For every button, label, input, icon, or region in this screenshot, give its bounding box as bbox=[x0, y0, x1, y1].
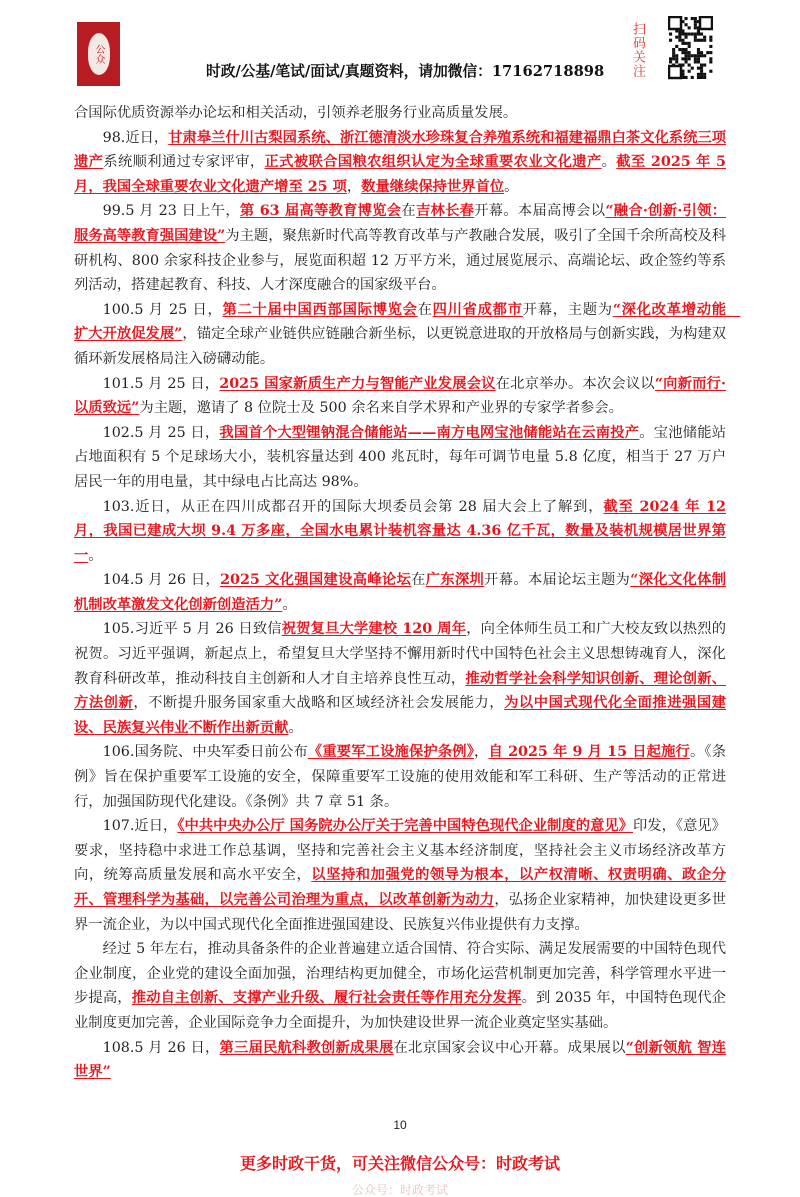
highlighted-text: “深化改革增动能 扩大开放促发展” bbox=[74, 301, 741, 343]
highlighted-text: 为以中国式现代化全面推进强国建设、民族复兴伟业不断作出新贡献 bbox=[74, 695, 727, 736]
body-text: 开幕。本届高博会以 bbox=[474, 203, 606, 220]
body-text: 开幕，主题为 bbox=[522, 301, 613, 318]
scan-label: 扫码关注 bbox=[630, 22, 645, 78]
paragraph bbox=[74, 199, 726, 297]
highlighted-text: “创新领航 智连世界” bbox=[74, 1039, 727, 1081]
body-text: 。 bbox=[282, 596, 297, 613]
body-text: 印发，《意见》要求，坚持稳中求进工作总基调，坚持和完善社会主义基本经济制度，坚持社会主义市场经济改革方向，统筹高质量发展和高水平安全， bbox=[74, 818, 726, 884]
body-text: ，不断提升服务国家重大战略和区域经济社会发展能力， bbox=[133, 695, 505, 712]
highlighted-text: 截至 2024 年 12 月，我国已建成大坝 9.4 万多座，全国水电累计装机容量达 4.36 亿千瓦，数量及装机规模居世界第一 bbox=[74, 498, 726, 564]
body-text: 。宝池储能站占地面积有 5 个足球场大小，装机容量达到 400 兆瓦时，每年可调节电量 5.8 亿度，相当于 27 万户居民一年的用电量，其中绿电占比高达 98%。 bbox=[74, 424, 726, 490]
highlighted-text: 四川省成都市 bbox=[432, 301, 523, 318]
paragraph bbox=[74, 372, 726, 421]
highlighted-text: 第二十届中国西部国际博览会 bbox=[222, 301, 418, 318]
watermark: 公众号：时政考试 bbox=[351, 1182, 448, 1197]
body-text: ，向全体师生员工和广大校友致以热烈的祝贺。习近平强调，新起点上，希望复旦大学坚持不懈用新时代中国特色社会主义思想铸魂育人，深化教育科研改革，推动科技自主创新和人才自主培养良性互动， bbox=[74, 621, 726, 687]
highlighted-text: “融合·创新·引领：服务高等教育强国建设” bbox=[74, 203, 726, 244]
body-text: 104.5 月 26 日， bbox=[102, 572, 221, 589]
paragraph bbox=[74, 617, 726, 740]
paragraph bbox=[74, 101, 726, 126]
document-body bbox=[74, 101, 741, 1085]
highlighted-text: 祝贺复旦大学建校 120 周年 bbox=[281, 621, 467, 638]
highlighted-text: 吉林长春 bbox=[415, 203, 475, 220]
paragraph bbox=[74, 814, 726, 937]
body-text: 经过 5 年左右，推动具备条件的企业普遍建立适合国情、符合实际、满足发展需要的中国特色现代企业制度，企业党的建设全面加强，治理结构更加健全，市场化运营机制更加完善，科学管理水平进一步提高， bbox=[74, 941, 726, 1007]
body-text: 系统顺利通过专家评审， bbox=[103, 154, 265, 171]
highlighted-text: 2025 文化强国建设高峰论坛 bbox=[220, 572, 412, 589]
page-flow bbox=[74, 101, 741, 1197]
highlighted-text: 《中共中央办公厅 国务院办公厅关于完善中国特色现代企业制度的意见》 bbox=[177, 818, 633, 835]
footer-promo: 更多时政干货，可关注微信公众号：时政考试 bbox=[239, 1153, 560, 1173]
body-text: 98.近日， bbox=[102, 129, 169, 146]
body-text: 100.5 月 25 日， bbox=[102, 301, 223, 318]
body-text: 在 bbox=[401, 203, 416, 220]
paragraph bbox=[74, 298, 741, 372]
body-text: 105.习近平 5 月 26 日致信 bbox=[102, 621, 282, 638]
body-text: 。 bbox=[504, 178, 519, 195]
body-text: 107.近日， bbox=[102, 818, 178, 835]
body-text: 。到 2035 年，中国特色现代企业制度更加完善，企业国际竞争力全面提升，为加快建设世界一流企业奠定坚实基础。 bbox=[74, 990, 726, 1031]
body-text: 为主题，邀请了 8 位院士及 500 余名来自学术界和产业界的专家学者参会。 bbox=[139, 400, 623, 417]
body-text: ， bbox=[474, 744, 489, 761]
body-text: 106.国务院、中央军委日前公布 bbox=[102, 744, 308, 761]
body-text: 合国际优质资源举办论坛和相关活动，引领养老服务行业高质量发展。 bbox=[74, 105, 518, 121]
highlighted-text: 自 2025 年 9 月 15 日起施行 bbox=[488, 744, 690, 761]
highlighted-text: 甘肃皋兰什川古梨园系统、浙江德清淡水珍珠复合养殖系统和福建福鼎白茶文化系统三项遗产 bbox=[74, 129, 726, 171]
body-text: 。 bbox=[88, 547, 103, 564]
body-text: 。 bbox=[601, 154, 617, 171]
header-contact: 时政/公基/笔试/面试/真题资料，请加微信：17162718898 bbox=[206, 63, 605, 80]
paragraph bbox=[74, 568, 726, 617]
highlighted-text: 数量继续保持世界首位 bbox=[361, 178, 505, 195]
body-text: 108.5 月 26 日， bbox=[102, 1039, 220, 1056]
qr-code-icon bbox=[668, 16, 713, 80]
body-text: 102.5 月 25 日， bbox=[102, 424, 220, 441]
highlighted-text: 正式被联合国粮农组织认定为全球重要农业文化遗产 bbox=[264, 154, 602, 171]
paragraph bbox=[74, 126, 726, 200]
highlighted-text: 广东深圳 bbox=[425, 572, 485, 589]
body-text: 在 bbox=[411, 572, 426, 589]
body-text: 在北京举办。本次会议以 bbox=[495, 375, 655, 392]
highlighted-text: 2025 国家新质生产力与智能产业发展会议 bbox=[219, 375, 496, 392]
paragraph bbox=[74, 421, 726, 495]
body-text: 103.近日，从正在四川成都召开的国际大坝委员会第 28 届大会上了解到， bbox=[102, 498, 604, 515]
highlighted-text: 第 63 届高等教育博览会 bbox=[239, 203, 402, 220]
body-text: 。《条例》旨在保护重要军工设施的安全，保障重要军工设施的使用效能和军工科研、生产等活动的正常进行，加强国防现代化建设。《条例》共 7 章 51 条。 bbox=[74, 744, 726, 810]
body-text: 为主题，聚焦新时代高等教育改革与产教融合发展，吸引了全国千余所高校及科研机构、800 余家科技企业参与，展览面积超 12 万平方米，通过展览展示、高端论坛、政企签约等系列活动，搭建起教育、科技、人才深度融合的国家级平台。 bbox=[74, 227, 726, 294]
highlighted-text: 第三届民航科教创新成果展 bbox=[219, 1039, 394, 1056]
body-text: 99.5 月 23 日上午， bbox=[102, 203, 240, 220]
body-text: ，弘扬企业家精神，加快建设更多世界一流企业，为以中国式现代化全面推进强国建设、民族复兴伟业提供有力支撑。 bbox=[74, 892, 727, 933]
highlighted-text: 《重要军工设施保护条例》 bbox=[307, 744, 475, 761]
body-text: 101.5 月 25 日， bbox=[102, 375, 220, 392]
highlighted-text: 推动自主创新、支撑产业升级、履行社会责任等作用充分发挥 bbox=[131, 990, 522, 1007]
highlighted-text: “深化文化体制机制改革激发文化创新创造活力” bbox=[74, 572, 726, 613]
paragraph bbox=[74, 495, 726, 569]
logo-seal: 公众 bbox=[88, 33, 110, 75]
highlighted-text: 我国首个大型锂钠混合储能站——南方电网宝池储能站在云南投产 bbox=[219, 424, 640, 441]
body-text: ， bbox=[346, 178, 362, 195]
highlighted-text: 推动哲学社会科学知识创新、理论创新、方法创新 bbox=[74, 670, 727, 712]
body-text: 在北京国家会议中心开幕。成果展以 bbox=[393, 1039, 626, 1056]
highlighted-text: “向新而行·以质致远” bbox=[74, 375, 726, 417]
body-text: 在 bbox=[417, 301, 433, 318]
body-text: ，锚定全球产业链供应链融合新坐标，以更锐意进取的开放格局与创新实践，为构建双循环新发展格局注入磅礴动能。 bbox=[74, 326, 726, 367]
body-text: 。 bbox=[288, 719, 303, 736]
highlighted-text: 以坚持和加强党的领导为根本，以产权清晰、权责明确、政企分开、管理科学为基础，以完善公司治理为重点，以改革创新为动力 bbox=[74, 867, 727, 908]
brand-logo bbox=[77, 22, 120, 86]
paragraph bbox=[74, 740, 726, 814]
highlighted-text: 截至 2025 年 5 月，我国全球重要农业文化遗产增至 25 项 bbox=[74, 154, 726, 195]
paragraph bbox=[74, 937, 726, 1035]
paragraph bbox=[74, 1036, 726, 1085]
page-number: 10 bbox=[393, 1117, 407, 1132]
body-text: 开幕。本届论坛主题为 bbox=[484, 572, 631, 589]
